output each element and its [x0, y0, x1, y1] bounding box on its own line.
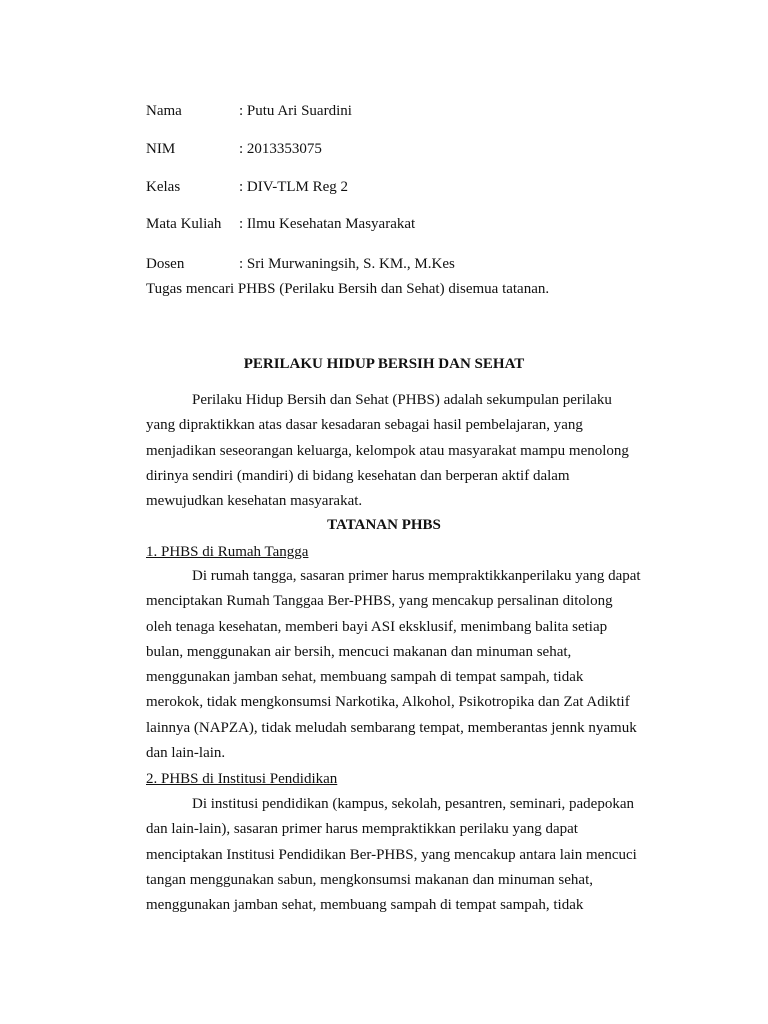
paragraph-line: bulan, menggunakan air bersih, mencuci makanan dan minuman sehat, [146, 643, 572, 660]
section-paragraph-institusi-pendidikan [146, 792, 637, 918]
identity-value: : 2013353075 [239, 141, 322, 157]
paragraph-line: Di institusi pendidikan (kampus, sekolah, pesantren, seminari, padepokan [192, 796, 634, 812]
identity-label: Mata Kuliah [146, 216, 222, 232]
section-heading-institusi-pendidikan: 2. PHBS di Institusi Pendidikan [146, 771, 338, 787]
identity-row-dosen [146, 254, 455, 274]
paragraph-line: dirinya sendiri (mandiri) di bidang kesehatan dan berperan aktif dalam [146, 467, 570, 484]
identity-label: Dosen [146, 256, 185, 272]
identity-label: Nama [146, 103, 182, 119]
paragraph-line: merokok, tidak mengkonsumsi Narkotika, Alkohol, Psikotropika dan Zat Adiktif [146, 694, 630, 711]
identity-row-nama [146, 101, 352, 121]
paragraph-line: menciptakan Rumah Tanggaa Ber-PHBS, yang mencakup persalinan ditolong [146, 593, 613, 610]
page-title: PERILAKU HIDUP BERSIH DAN SEHAT [243, 356, 525, 372]
paragraph-line: menjadikan seseorangan keluarga, kelompok atau masyarakat mampu menolong [146, 442, 629, 459]
paragraph-line: Perilaku Hidup Bersih dan Sehat (PHBS) adalah sekumpulan perilaku [192, 392, 612, 408]
assignment-text: Tugas mencari PHBS (Perilaku Bersih dan Sehat) disemua tatanan. [146, 281, 550, 297]
identity-label: NIM [146, 141, 176, 157]
section-paragraph-rumah-tangga [146, 564, 641, 766]
paragraph-line: dan lain-lain. [146, 745, 226, 762]
section-title: TATANAN PHBS [327, 517, 441, 533]
section-heading-rumah-tangga: 1. PHBS di Rumah Tangga [146, 544, 309, 560]
paragraph-line: lainnya (NAPZA), tidak meludah sembarang tempat, memberantas jennk nyamuk [146, 719, 637, 736]
paragraph-line: mewujudkan kesehatan masyarakat. [146, 493, 363, 510]
intro-paragraph [146, 388, 629, 514]
identity-value: : Ilmu Kesehatan Masyarakat [239, 216, 416, 232]
paragraph-line: dan lain-lain), sasaran primer harus mempraktikkan perilaku yang dapat [146, 821, 578, 838]
identity-row-kelas [146, 177, 348, 197]
paragraph-line: yang dipraktikkan atas dasar kesadaran sebagai hasil pembelajaran, yang [146, 417, 583, 434]
identity-row-mata-kuliah [146, 214, 415, 234]
identity-value: : Putu Ari Suardini [239, 103, 352, 119]
paragraph-line: Di rumah tangga, sasaran primer harus mempraktikkanperilaku yang dapat [192, 568, 641, 584]
identity-value: : Sri Murwaningsih, S. KM., M.Kes [239, 256, 455, 272]
paragraph-line: tangan menggunakan sabun, mengkonsumsi makanan dan minuman sehat, [146, 871, 593, 888]
identity-row-nim [146, 139, 322, 159]
paragraph-line: menggunakan jamban sehat, membuang sampah di tempat sampah, tidak [146, 669, 584, 686]
paragraph-line: oleh tenaga kesehatan, memberi bayi ASI eksklusif, menimbang balita setiap [146, 618, 608, 635]
identity-value: : DIV-TLM Reg 2 [239, 179, 349, 195]
paragraph-line: menciptakan Institusi Pendidikan Ber-PHBS, yang mencakup antara lain mencuci [146, 846, 637, 863]
paragraph-line: menggunakan jamban sehat, membuang sampah di tempat sampah, tidak [146, 897, 584, 914]
identity-label: Kelas [146, 179, 181, 195]
